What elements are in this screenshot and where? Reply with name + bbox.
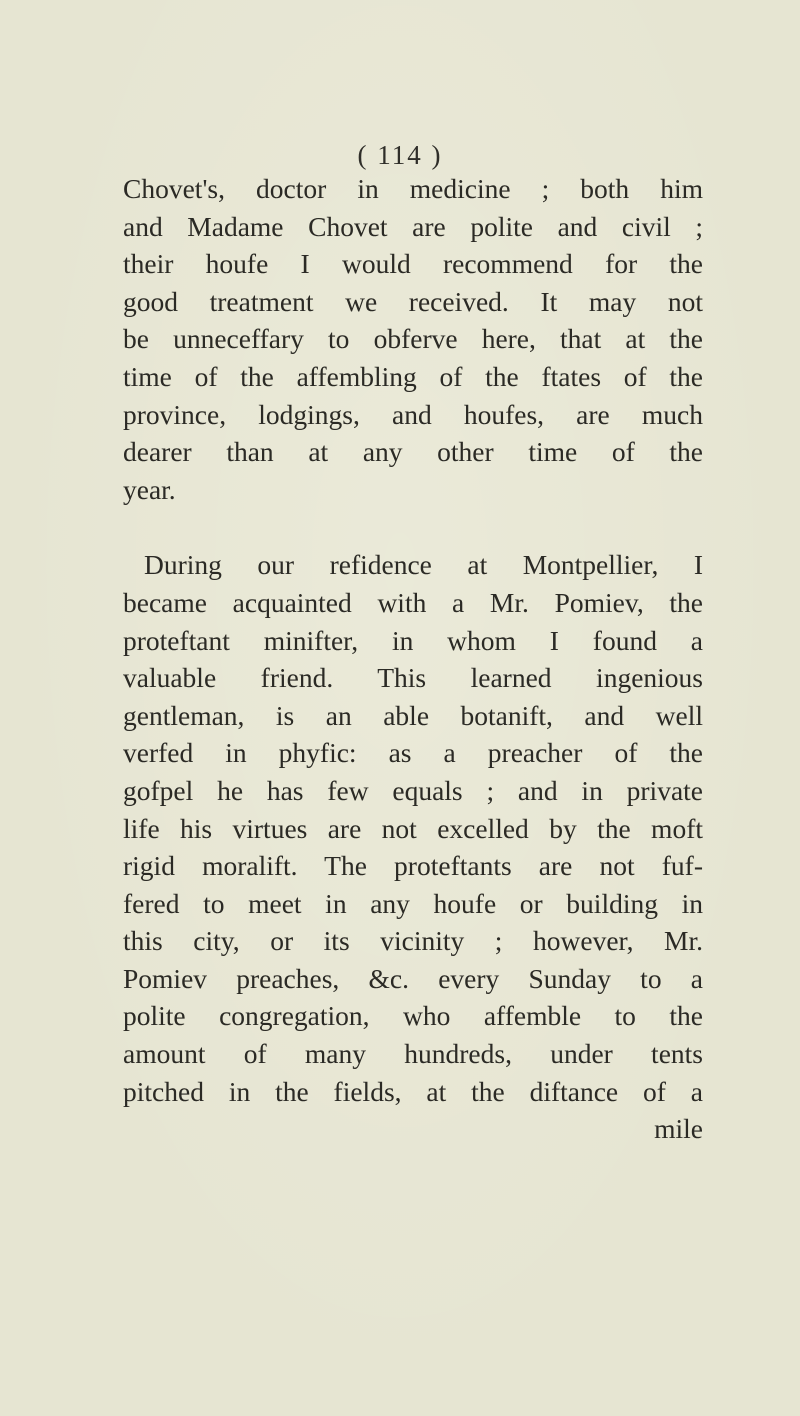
page-number-header: ( 114 ) <box>357 140 443 170</box>
text-line: verfed in phyfic: as a preacher of the <box>123 737 703 769</box>
text-line: their houfe I would recommend for the <box>123 248 703 280</box>
body-text <box>123 170 703 1148</box>
text-line: polite congregation, who affemble to the <box>123 1000 703 1032</box>
text-line: amount of many hundreds, under tents <box>123 1038 703 1070</box>
text-line: this city, or its vicinity ; however, Mr. <box>123 925 703 957</box>
text-line: pitched in the fields, at the diftance of a <box>123 1075 703 1107</box>
text-line: Pomiev preaches, &c. every Sunday to a <box>123 962 703 994</box>
text-line: dearer than at any other time of the <box>123 436 703 468</box>
text-line: became acquainted with a Mr. Pomiev, the <box>123 586 703 618</box>
text-line: rigid moralift. The proteftants are not fuf- <box>123 850 703 882</box>
text-line: life his virtues are not excelled by the moft <box>123 812 703 844</box>
text-line: valuable friend. This learned ingenious <box>123 662 703 694</box>
text-line: gofpel he has few equals ; and in private <box>123 774 703 806</box>
paragraph-gap <box>123 508 703 546</box>
text-line: During our refidence at Montpellier, I <box>144 549 703 581</box>
text-line: year. <box>123 473 176 505</box>
text-line: proteftant minifter, in whom I found a <box>123 624 703 656</box>
text-line: good treatment we received. It may not <box>123 285 703 317</box>
text-line: fered to meet in any houfe or building in <box>123 887 703 919</box>
text-line: and Madame Chovet are polite and civil ; <box>123 210 703 242</box>
text-line: gentleman, is an able botanift, and well <box>123 699 703 731</box>
paragraph <box>123 170 703 508</box>
text-line: be unneceffary to obferve here, that at the <box>123 323 703 355</box>
text-line: province, lodgings, and houfes, are much <box>123 398 703 430</box>
text-line: Chovet's, doctor in medicine ; both him <box>123 173 703 204</box>
paragraph <box>123 546 703 1110</box>
catchword: mile <box>654 1113 703 1145</box>
text-line: time of the affembling of the ftates of the <box>123 360 703 392</box>
